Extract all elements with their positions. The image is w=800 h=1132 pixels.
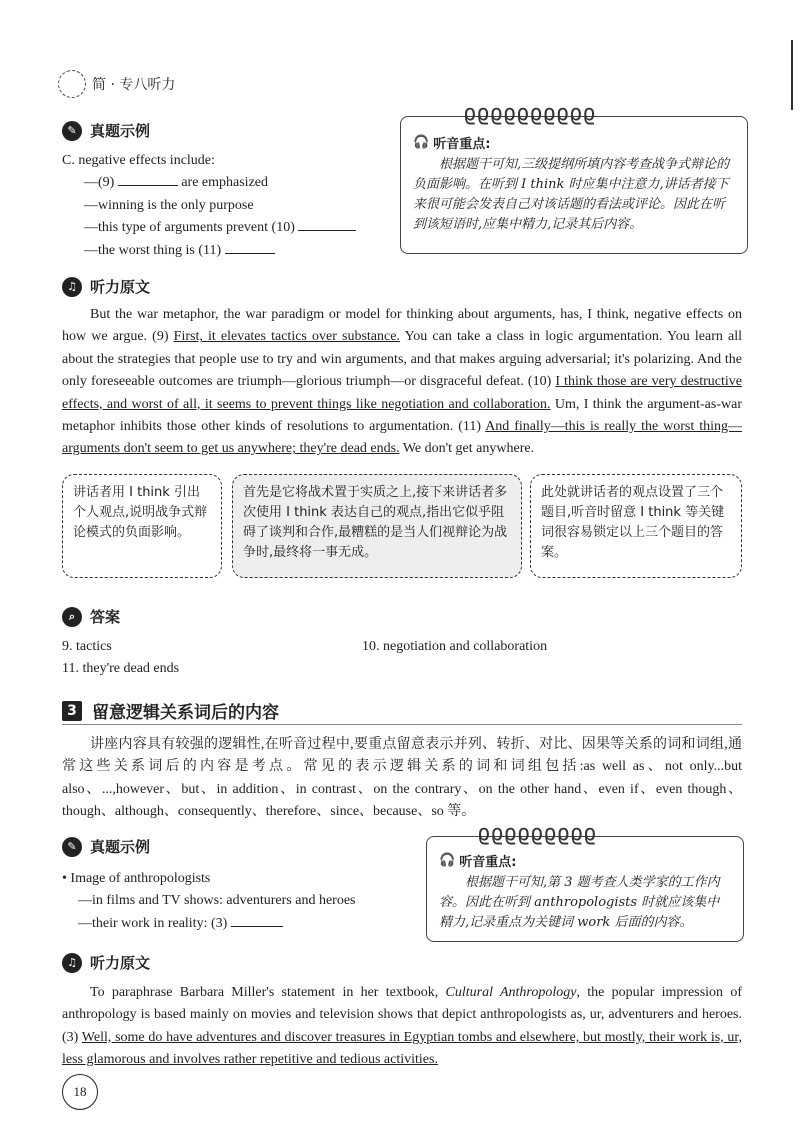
running-head-text: 简 · 专八听力 (92, 77, 176, 93)
answer-10: 10. negotiation and collaboration (362, 639, 548, 654)
section-title: 留意逻辑关系词后的内容 (92, 703, 279, 723)
script-heading (62, 276, 150, 297)
section-divider (62, 724, 742, 725)
answer-9: 9. tactics (62, 639, 112, 654)
spiral-binding-icon: ϱϱϱϱϱϱϱϱϱϱ (463, 101, 596, 126)
script-heading-label: 听力原文 (90, 954, 151, 972)
pencil-icon: ✎ (62, 121, 82, 141)
answer-heading (62, 606, 120, 627)
section-number: 3 (62, 701, 82, 721)
outline-line: —in films and TV shows: adventurers and heroes (78, 893, 356, 909)
answer-sentence: And finally—this is really the worst thing—arguments don't seem to get us anywhere; they're dead ends. (62, 419, 742, 457)
margin-line (791, 40, 793, 110)
pencil-icon: ✎ (62, 837, 82, 857)
answer-11: 11. they're dead ends (62, 661, 180, 676)
outline-question (62, 868, 422, 935)
page-number: 18 (62, 1074, 98, 1110)
outline-line: —winning is the only purpose (84, 197, 254, 213)
example-heading (62, 120, 150, 141)
answer-blank (298, 218, 356, 231)
example-heading (62, 836, 150, 857)
outline-line: —their work in reality: (3) (62, 913, 422, 935)
book-logo-icon (54, 66, 90, 102)
tip-title: 听音重点: (433, 137, 491, 152)
tip-title: 听音重点: (459, 855, 517, 870)
listening-tip-box (400, 101, 748, 254)
section-intro: 讲座内容具有较强的逻辑性,在听音过程中,要重点留意表示并列、转折、对比、因果等关系的词和词组,通常这些关系词后的内容是考点。常见的表示逻辑关系的词和词组包括:as well as、not only...but also、...,however、but、in addition、in contrast、on the contrary、on the other hand、even if、even though、though、although、consequently、therefore、since、because、so 等。 (62, 737, 742, 820)
script-heading (62, 952, 150, 973)
outline-line: —this type of arguments prevent (10) (62, 217, 392, 239)
headphones-icon: ♫ (62, 277, 82, 297)
outline-line: C. negative effects include: (62, 153, 215, 168)
magnifier-icon: ⌕ (62, 607, 82, 627)
tip-text: 根据题干可知,第 3 题考查人类学家的工作内容。因此在听到 anthropologists 时就应该集中精力,记录重点为关键词 work 后面的内容。 (439, 875, 720, 930)
example-heading-label: 真题示例 (90, 838, 151, 856)
transcript-paragraph: To paraphrase Barbara Miller's statement in her textbook, Cultural Anthropology, the popular impression of anthropology is based mainly on movies and television shows that depict anthropologists as, ur, adventurers and heroes. (3) Well, some do have adventures and discover treasures in Egyptian tombs and elsewhere, but mostly, their work is, ur, less glamorous and involves rather repetitive and tedious activities. (62, 985, 742, 1068)
callout-box: 此处就讲话者的观点设置了三个题目,听音时留意 I think 等关键词很容易锁定以上三个题目的答案。 (530, 474, 742, 578)
outline-line: —(9) are emphasized (84, 175, 269, 191)
headphones-icon: 🎧 (439, 853, 456, 868)
transcript-paragraph: But the war metaphor, the war paradigm or model for thinking about arguments, has, I think, negative effects on how we argue. (9) First, it elevates tactics over substance. You can take a class in logic argumentation. You learn all about the strategies that people use to try and win arguments, and that makes arguing adversarial; it's polarizing. And the only foreseeable outcomes are triumph—glorious triumph—or disgraceful defeat. (10) I think those are very destructive effects, and worst of all, it seems to prevent things like negotiation and collaboration. Um, I think the argument-as-war metaphor inhibits those other kinds of resolutions to argumentation. (11) And finally—this is really the worst thing—arguments don't seem to get us anywhere; they're dead ends. We don't get anywhere. (62, 307, 742, 457)
callout-box: 首先是它将战术置于实质之上,接下来讲话者多次使用 I think 表达自己的观点,指出它似乎阻碍了谈判和合作,最糟糕的是当人们视辩论为战争时,最终将一事无成。 (232, 474, 522, 578)
callout-box: 讲话者用 I think 引出个人观点,说明战争式辩论模式的负面影响。 (62, 474, 222, 578)
running-head (58, 70, 175, 98)
answer-sentence: First, it elevates tactics over substance. (173, 329, 400, 345)
listening-tip-box (426, 821, 744, 942)
answer-blank (231, 914, 283, 927)
outline-line: —the worst thing is (11) (62, 240, 392, 262)
answer-blank (225, 241, 275, 254)
outline-line: • Image of anthropologists (62, 871, 211, 886)
answer-heading-label: 答案 (90, 608, 121, 626)
section-heading (62, 698, 279, 723)
answer-sentence: Well, some do have adventures and discover treasures in Egyptian tombs and elsewhere, but mostly, their work is, ur, less glamorous and involves rather repetitive and tedious activities. (62, 1029, 742, 1068)
answer-sentence: I think those are very destructive effects, and worst of all, it seems to prevent things like negotiation and collaboration. (62, 374, 742, 412)
tip-text: 根据题干可知,三级提纲所填内容考查战争式辩论的负面影响。在听到 I think 时应集中注意力,讲话者接下来很可能会发表自己对该话题的看法或评论。因此在听到该短语时,应集中精力,记录其后内容。 (413, 157, 730, 232)
headphones-icon: ♫ (62, 953, 82, 973)
book-title: Cultural Anthropology (445, 985, 577, 1000)
script-heading-label: 听力原文 (90, 278, 151, 296)
outline-question (62, 150, 392, 262)
headphones-icon: 🎧 (413, 135, 430, 150)
example-heading-label: 真题示例 (90, 122, 151, 140)
spiral-binding-icon: ϱϱϱϱϱϱϱϱϱ (477, 821, 597, 846)
answer-blank (118, 173, 178, 186)
